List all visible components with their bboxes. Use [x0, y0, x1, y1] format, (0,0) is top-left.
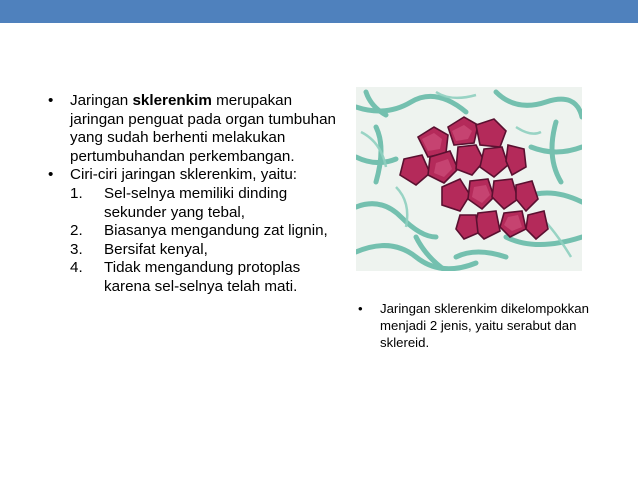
list-item-number: 1.	[70, 184, 83, 202]
list-item-number: 4.	[70, 259, 83, 277]
list-item	[70, 222, 348, 241]
numbered-list	[70, 185, 348, 297]
title-bar	[0, 0, 638, 23]
list-item	[70, 259, 348, 296]
bullet-ciri-ciri	[48, 166, 348, 296]
bullet2-text: Ciri-ciri jaringan sklerenkim, yaitu:	[70, 166, 298, 184]
left-text-block	[48, 92, 348, 297]
list-item-number: 2.	[70, 222, 83, 240]
list-item-number: 3.	[70, 240, 83, 258]
list-item-text: Sel-selnya memiliki dinding sekunder yang tebal,	[104, 184, 288, 221]
bullet1-bold-term: sklerenkim	[132, 92, 212, 109]
right-text-block	[358, 300, 598, 351]
bullet-dot-icon: •	[48, 166, 54, 184]
list-item	[70, 241, 348, 260]
bullet-sklerenkim-definition	[48, 92, 348, 166]
bullet-dot-icon: •	[358, 301, 363, 316]
bullet1-prefix: Jaringan	[70, 92, 133, 109]
sclerenchyma-micrograph	[356, 87, 582, 271]
bullet1-suffix: merupakan jaringan penguat pada organ tumbuhan yang sudah berhenti melakukan pertumbuhandan perkembangan.	[70, 92, 336, 165]
list-item-text: Tidak mengandung protoplas karena sel-selnya telah mati.	[104, 259, 301, 295]
list-item-text: Biasanya mengandung zat lignin,	[104, 222, 328, 240]
list-item-text: Bersifat kenyal,	[104, 240, 208, 258]
bullet-klasifikasi	[358, 300, 598, 351]
right-bullet-text: Jaringan sklerenkim dikelompokkan menjadi 2 jenis, yaitu serabut dan sklereid.	[380, 301, 589, 350]
list-item	[70, 185, 348, 222]
bullet-dot-icon: •	[48, 92, 54, 109]
